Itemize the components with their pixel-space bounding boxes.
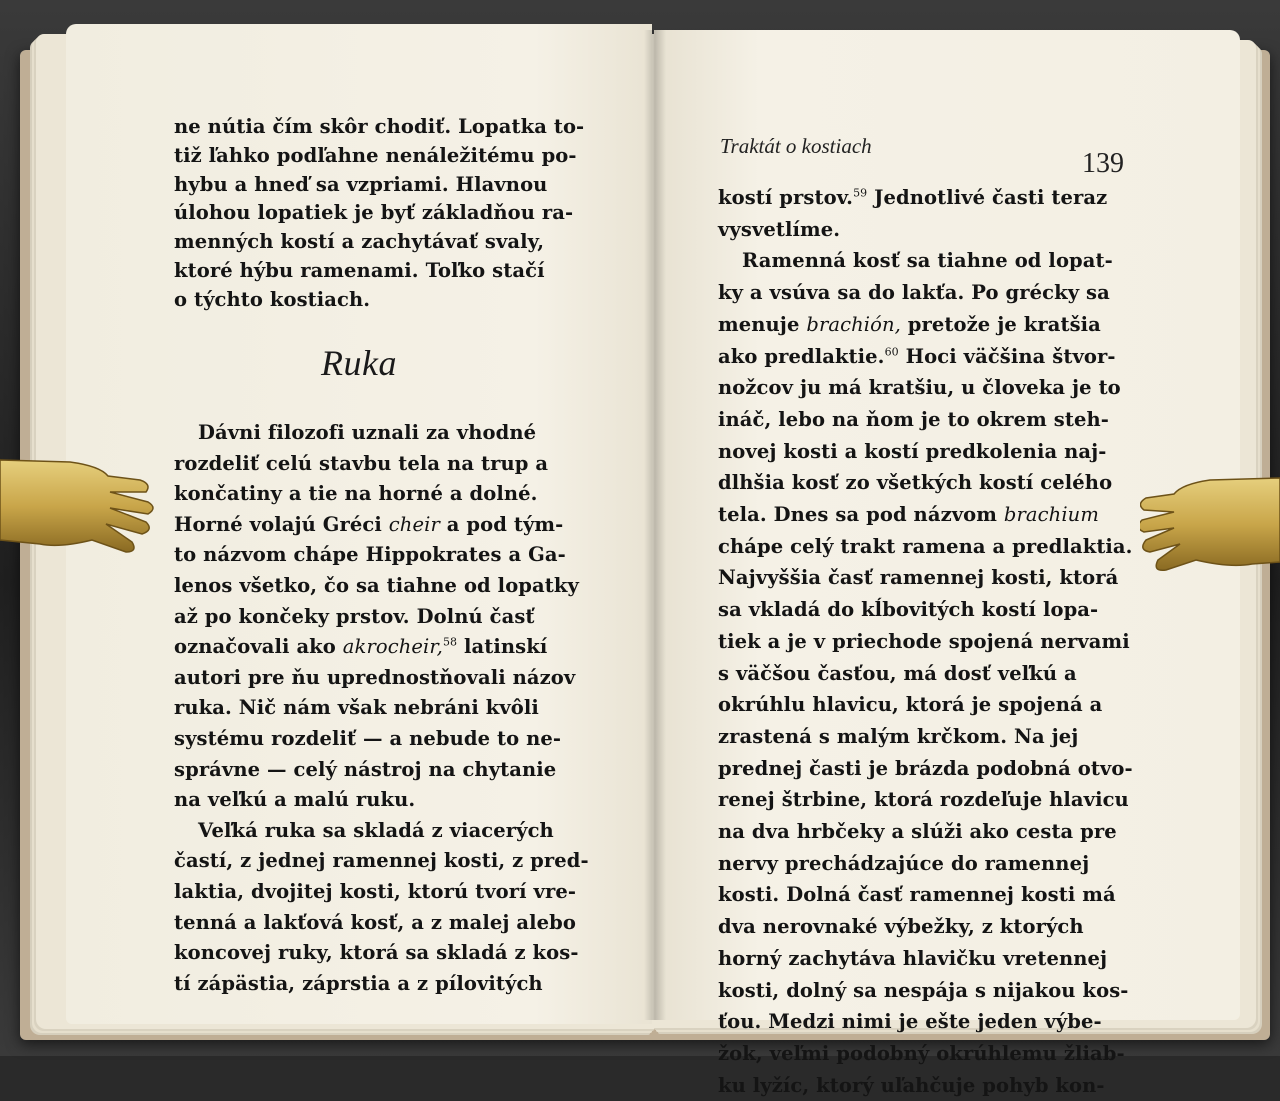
text-run: Hoci väčšina štvor- — [898, 344, 1116, 368]
text-line: až po končeky prstov. Dolnú časť — [174, 604, 535, 628]
text-line — [718, 341, 1198, 373]
italic-term: brachium — [1003, 503, 1099, 527]
footnote-marker: 58 — [442, 635, 458, 649]
italic-term: cheir — [388, 512, 440, 536]
text-line: tenná a lakťová kosť, a z malej alebo — [174, 910, 577, 934]
text-line: renej štrbine, ktorá rozdeľuje hlavicu — [718, 788, 1129, 812]
text-line — [174, 510, 664, 541]
text-line: nožcov ju má kratšiu, u človeka je to — [718, 376, 1121, 400]
text-line: zrastená s malým krčkom. Na jej — [718, 724, 1079, 748]
text-line: s väčšou časťou, má dosť veľkú a — [718, 661, 1077, 685]
left-page-body — [174, 418, 664, 999]
text-line: nervy prechádzajúce do ramennej — [718, 851, 1090, 875]
text-line: úlohou lopatiek je byť základňou ra- — [174, 201, 574, 225]
text-line: lenos všetko, čo sa tiahne od lopatky — [174, 573, 579, 597]
text-run: tela. Dnes sa pod názvom — [718, 503, 1004, 527]
text-line: ruka. Nič nám však nebráni kvôli — [174, 696, 539, 720]
text-line: ťou. Medzi nimi je ešte jeden výbe- — [718, 1010, 1102, 1034]
text-line: prednej časti je brázda podobná otvo- — [718, 756, 1133, 780]
book-gutter — [644, 30, 666, 1020]
text-run: Jednotlivé časti teraz — [867, 186, 1108, 209]
text-run: kostí prstov. — [718, 186, 854, 209]
text-line: na dva hrbčeky a slúži ako cesta pre — [718, 820, 1117, 844]
text-line: sa vkladá do kĺbovitých kostí lopa- — [718, 598, 1099, 622]
text-line: autori pre ňu uprednostňovali názov — [174, 665, 576, 689]
text-line: okrúhlu hlavicu, ktorá je spojená a — [718, 693, 1103, 717]
brass-hand-left-icon — [0, 440, 160, 600]
text-line: dva nerovnaké výbežky, z ktorých — [718, 915, 1084, 939]
text-line — [718, 182, 1198, 214]
text-run: menuje — [718, 312, 807, 336]
text-run: latinskí — [457, 635, 548, 659]
text-line: hybu a hneď sa vzpriami. Hlavnou — [174, 172, 548, 196]
footnote-marker: 60 — [884, 345, 899, 359]
text-line: Veľká ruka sa skladá z viacerých — [198, 818, 554, 842]
text-line: končatiny a tie na horné a dolné. — [174, 482, 538, 506]
text-line: žok, veľmi podobný okrúhlemu žliab- — [718, 1041, 1125, 1065]
text-line: o týchto kostiach. — [174, 287, 371, 311]
text-line: menných kostí a zachytávať svaly, — [174, 230, 545, 254]
text-line: ináč, lebo na ňom je to okrem steh- — [718, 407, 1109, 431]
text-line: kosti. Dolná časť ramennej kosti má — [718, 883, 1116, 907]
text-line — [718, 499, 1198, 531]
chapter-title: Ruka — [321, 343, 397, 383]
text-line: ku lyžíc, ktorý uľahčuje pohyb kon- — [718, 1073, 1105, 1097]
text-line: Ramenná kosť sa tiahne od lopat- — [742, 249, 1113, 273]
text-run: ako predlaktie. — [718, 344, 885, 368]
text-line: rozdeliť celú stavbu tela na trup a — [174, 451, 549, 475]
text-line: horný zachytáva hlavičku vretennej — [718, 946, 1108, 970]
running-head: Traktát o kostiach — [720, 134, 872, 158]
text-line: Najvyššia časť ramennej kosti, ktorá — [718, 566, 1119, 590]
text-line: novej kosti a kostí predkolenia naj- — [718, 439, 1107, 463]
text-line: dlhšia kosť zo všetkých kostí celého — [718, 471, 1113, 495]
italic-term: akrocheir, — [342, 635, 443, 659]
text-line: tiek a je v priechode spojená nervami — [718, 629, 1130, 653]
text-line: systému rozdeliť — a nebude to ne- — [174, 726, 562, 750]
text-line — [718, 309, 1198, 341]
right-page-body — [718, 182, 1198, 1101]
text-line: tí zápästia, záprstia a z pílovitých — [174, 971, 543, 995]
text-line: laktia, dvojitej kosti, ktorú tvorí vre- — [174, 879, 577, 903]
text-line: na veľkú a malú ruku. — [174, 788, 416, 812]
text-line: kosti, dolný sa nespája s nijakou kos- — [718, 978, 1129, 1002]
text-line: ne nútia čím skôr chodiť. Lopatka to- — [174, 115, 585, 138]
text-run: Horné volajú Gréci — [174, 512, 389, 536]
text-line: koncovej ruky, ktorá sa skladá z kos- — [174, 941, 579, 965]
brass-hand-right-icon — [1140, 460, 1280, 620]
text-line — [174, 632, 664, 663]
page-number: 139 — [1082, 148, 1124, 179]
text-line: ktoré hýbu ramenami. Toľko stačí — [174, 258, 545, 282]
text-run: pretože je kratšia — [900, 312, 1101, 336]
text-line: ky a vsúva sa do lakťa. Po grécky sa — [718, 281, 1110, 305]
text-line: to názvom chápe Hippokrates a Ga- — [174, 543, 566, 567]
text-line: chápe celý trakt ramena a predlaktia. — [718, 534, 1133, 558]
footnote-marker: 59 — [853, 186, 868, 200]
text-line: správne — celý nástroj na chytanie — [174, 757, 557, 781]
italic-term: brachión, — [806, 312, 901, 336]
text-run: označovali ako — [174, 635, 343, 659]
left-page-top-paragraph — [174, 113, 664, 315]
text-line: častí, z jednej ramennej kosti, z pred- — [174, 849, 589, 873]
text-line: vysvetlíme. — [718, 217, 841, 241]
text-line: Dávni filozofi uznali za vhodné — [198, 421, 537, 444]
text-run: a pod tým- — [439, 512, 564, 536]
text-line: tiž ľahko podľahne nenáležitému po- — [174, 143, 577, 167]
